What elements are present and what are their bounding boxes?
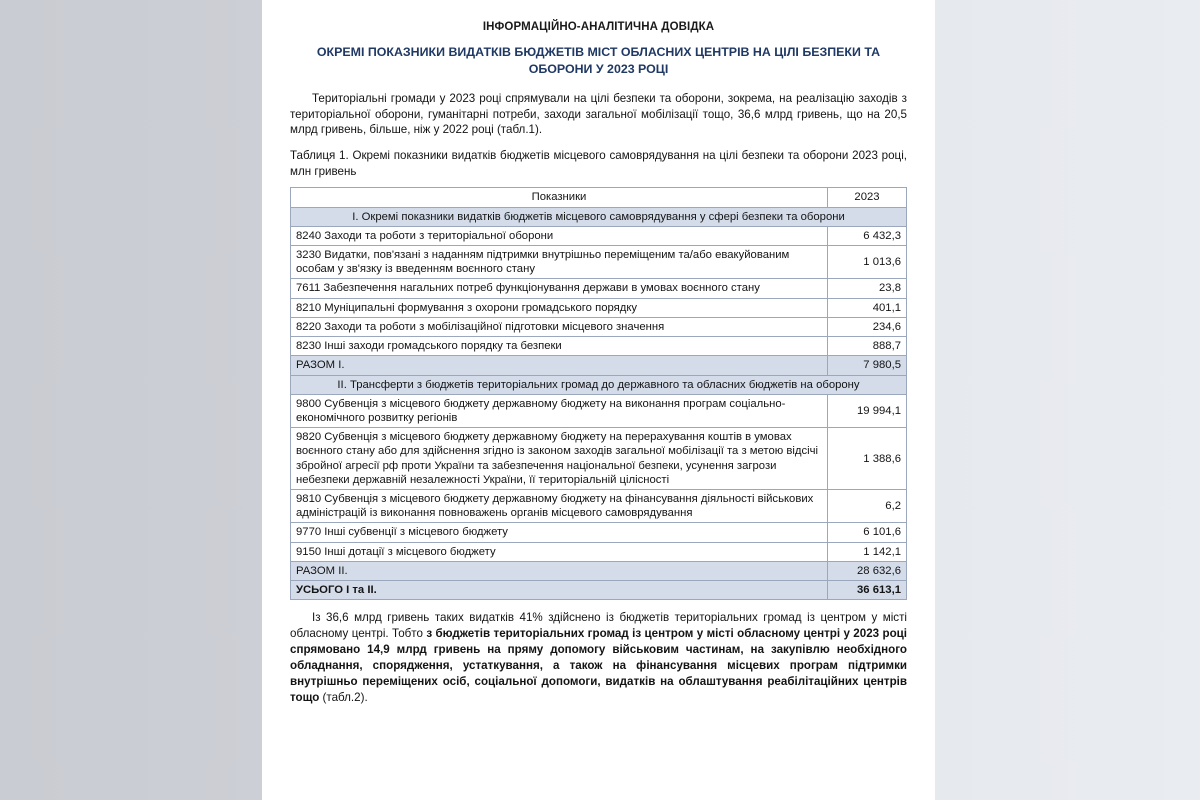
table-row xyxy=(291,226,907,245)
section-header-label: I. Окремі показники видатків бюджетів місцевого самоврядування у сфері безпеки та оборони xyxy=(291,207,907,226)
table-section-header-row xyxy=(291,207,907,226)
table-row xyxy=(291,490,907,523)
table-row xyxy=(291,523,907,542)
table-caption: Таблиця 1. Окремі показники видатків бюджетів місцевого самоврядування на цілі безпеки та оборони 2023 році, млн гривень xyxy=(290,149,907,178)
row-label-cell: 3230 Видатки, пов'язані з наданням підтримки внутрішньо переміщеним та/або евакуйованим особам у зв'язку із введенням воєнного стану xyxy=(291,245,828,278)
row-label-cell: 9770 Інші субвенції з місцевого бюджету xyxy=(291,523,828,542)
row-value-cell: 6,2 xyxy=(828,490,907,523)
table-row xyxy=(291,337,907,356)
intro-paragraph: Територіальні громади у 2023 році спрямували на цілі безпеки та оборони, зокрема, на реалізацію заходів з територіальної оборони, гуманітарні потреби, заходи загальної мобілізації тощо, 36,6 млрд гривень, що на 20,5 млрд гривень, більше, ніж у 2022 році (табл.1). xyxy=(290,92,907,137)
row-value-cell: 1 388,6 xyxy=(828,428,907,490)
row-value-cell: 6 432,3 xyxy=(828,226,907,245)
table-row xyxy=(291,298,907,317)
row-label-cell: 9820 Субвенція з місцевого бюджету державному бюджету на перерахування коштів в умовах воєнного стану або для здійснення згідно із законом заходів загальної мобілізації та з метою відсічі збройної агресії рф проти України та забезпечення національної безпеки, усунення загрози небезпеки державній незалежності України, її територіальній цілісності xyxy=(291,428,828,490)
closing-paragraph xyxy=(290,610,907,706)
row-label-cell: 8210 Муніципальні формування з охорони громадського порядку xyxy=(291,298,828,317)
row-value-cell: 1 142,1 xyxy=(828,542,907,561)
row-label-cell: РАЗОМ II. xyxy=(291,561,828,580)
table-header-row xyxy=(291,188,907,207)
row-label-cell: 9800 Субвенція з місцевого бюджету державному бюджету на виконання програм соціально-економічного розвитку регіонів xyxy=(291,394,828,427)
row-label-cell: 8230 Інші заходи громадського порядку та безпеки xyxy=(291,337,828,356)
table-row xyxy=(291,245,907,278)
page-title: ОКРЕМІ ПОКАЗНИКИ ВИДАТКІВ БЮДЖЕТІВ МІСТ ОБЛАСНИХ ЦЕНТРІВ НА ЦІЛІ БЕЗПЕКИ ТА ОБОРОНИ У 2023 РОЦІ xyxy=(316,45,881,76)
row-label-cell: 8220 Заходи та роботи з мобілізаційної підготовки місцевого значення xyxy=(291,317,828,336)
row-value-cell: 234,6 xyxy=(828,317,907,336)
closing-text-lead: Із 36,6 млрд гривень таких видатків 41% здійснено із бюджетів територіальних громад із центром у місті обласному центрі. Тобто xyxy=(290,611,907,641)
section-header-label: II. Трансферти з бюджетів територіальних громад до державного та обласних бюджетів на оборону xyxy=(291,375,907,394)
row-label-cell: 8240 Заходи та роботи з територіальної оборони xyxy=(291,226,828,245)
document-kicker: ІНФОРМАЦІЙНО-АНАЛІТИЧНА ДОВІДКА xyxy=(482,21,715,33)
table-section-header-row xyxy=(291,375,907,394)
table-total-row xyxy=(291,561,907,580)
row-value-cell: 23,8 xyxy=(828,279,907,298)
row-label-cell: УСЬОГО I та II. xyxy=(291,581,828,600)
row-value-cell: 7 980,5 xyxy=(828,356,907,375)
column-header-indicators: Показники xyxy=(291,188,828,207)
row-value-cell: 1 013,6 xyxy=(828,245,907,278)
row-label-cell: 9810 Субвенція з місцевого бюджету державному бюджету на фінансування діяльності військових адміністрацій із виконання повноважень органів місцевого самоврядування xyxy=(291,490,828,523)
table-row xyxy=(291,542,907,561)
table-row xyxy=(291,428,907,490)
table-body xyxy=(291,207,907,600)
table-head xyxy=(291,188,907,207)
document-page xyxy=(262,0,935,800)
closing-text-tail: (табл.2). xyxy=(319,691,368,705)
row-label-cell: 9150 Інші дотації з місцевого бюджету xyxy=(291,542,828,561)
table-row xyxy=(291,394,907,427)
table-grand-total-row xyxy=(291,581,907,600)
row-value-cell: 36 613,1 xyxy=(828,581,907,600)
row-value-cell: 888,7 xyxy=(828,337,907,356)
row-label-cell: 7611 Забезпечення нагальних потреб функціонування держави в умовах воєнного стану xyxy=(291,279,828,298)
row-value-cell: 401,1 xyxy=(828,298,907,317)
row-value-cell: 28 632,6 xyxy=(828,561,907,580)
table-row xyxy=(291,317,907,336)
table-row xyxy=(291,279,907,298)
closing-text-emphasis: з бюджетів територіальних громад із центром у місті обласному центрі у 2023 році спрямовано 14,9 млрд гривень на пряму допомогу військовим частинам, на закупівлю необхідного обладнання, спорядження, устаткування, а також на фінансування місцевих програм підтримки внутрішньо переміщених осіб, соціальної допомоги, видатків на облаштування реабілітаційних центрів тощо xyxy=(290,627,908,705)
row-value-cell: 19 994,1 xyxy=(828,394,907,427)
column-header-year: 2023 xyxy=(828,188,907,207)
row-value-cell: 6 101,6 xyxy=(828,523,907,542)
row-label-cell: РАЗОМ I. xyxy=(291,356,828,375)
budget-indicators-table xyxy=(290,187,907,600)
table-total-row xyxy=(291,356,907,375)
